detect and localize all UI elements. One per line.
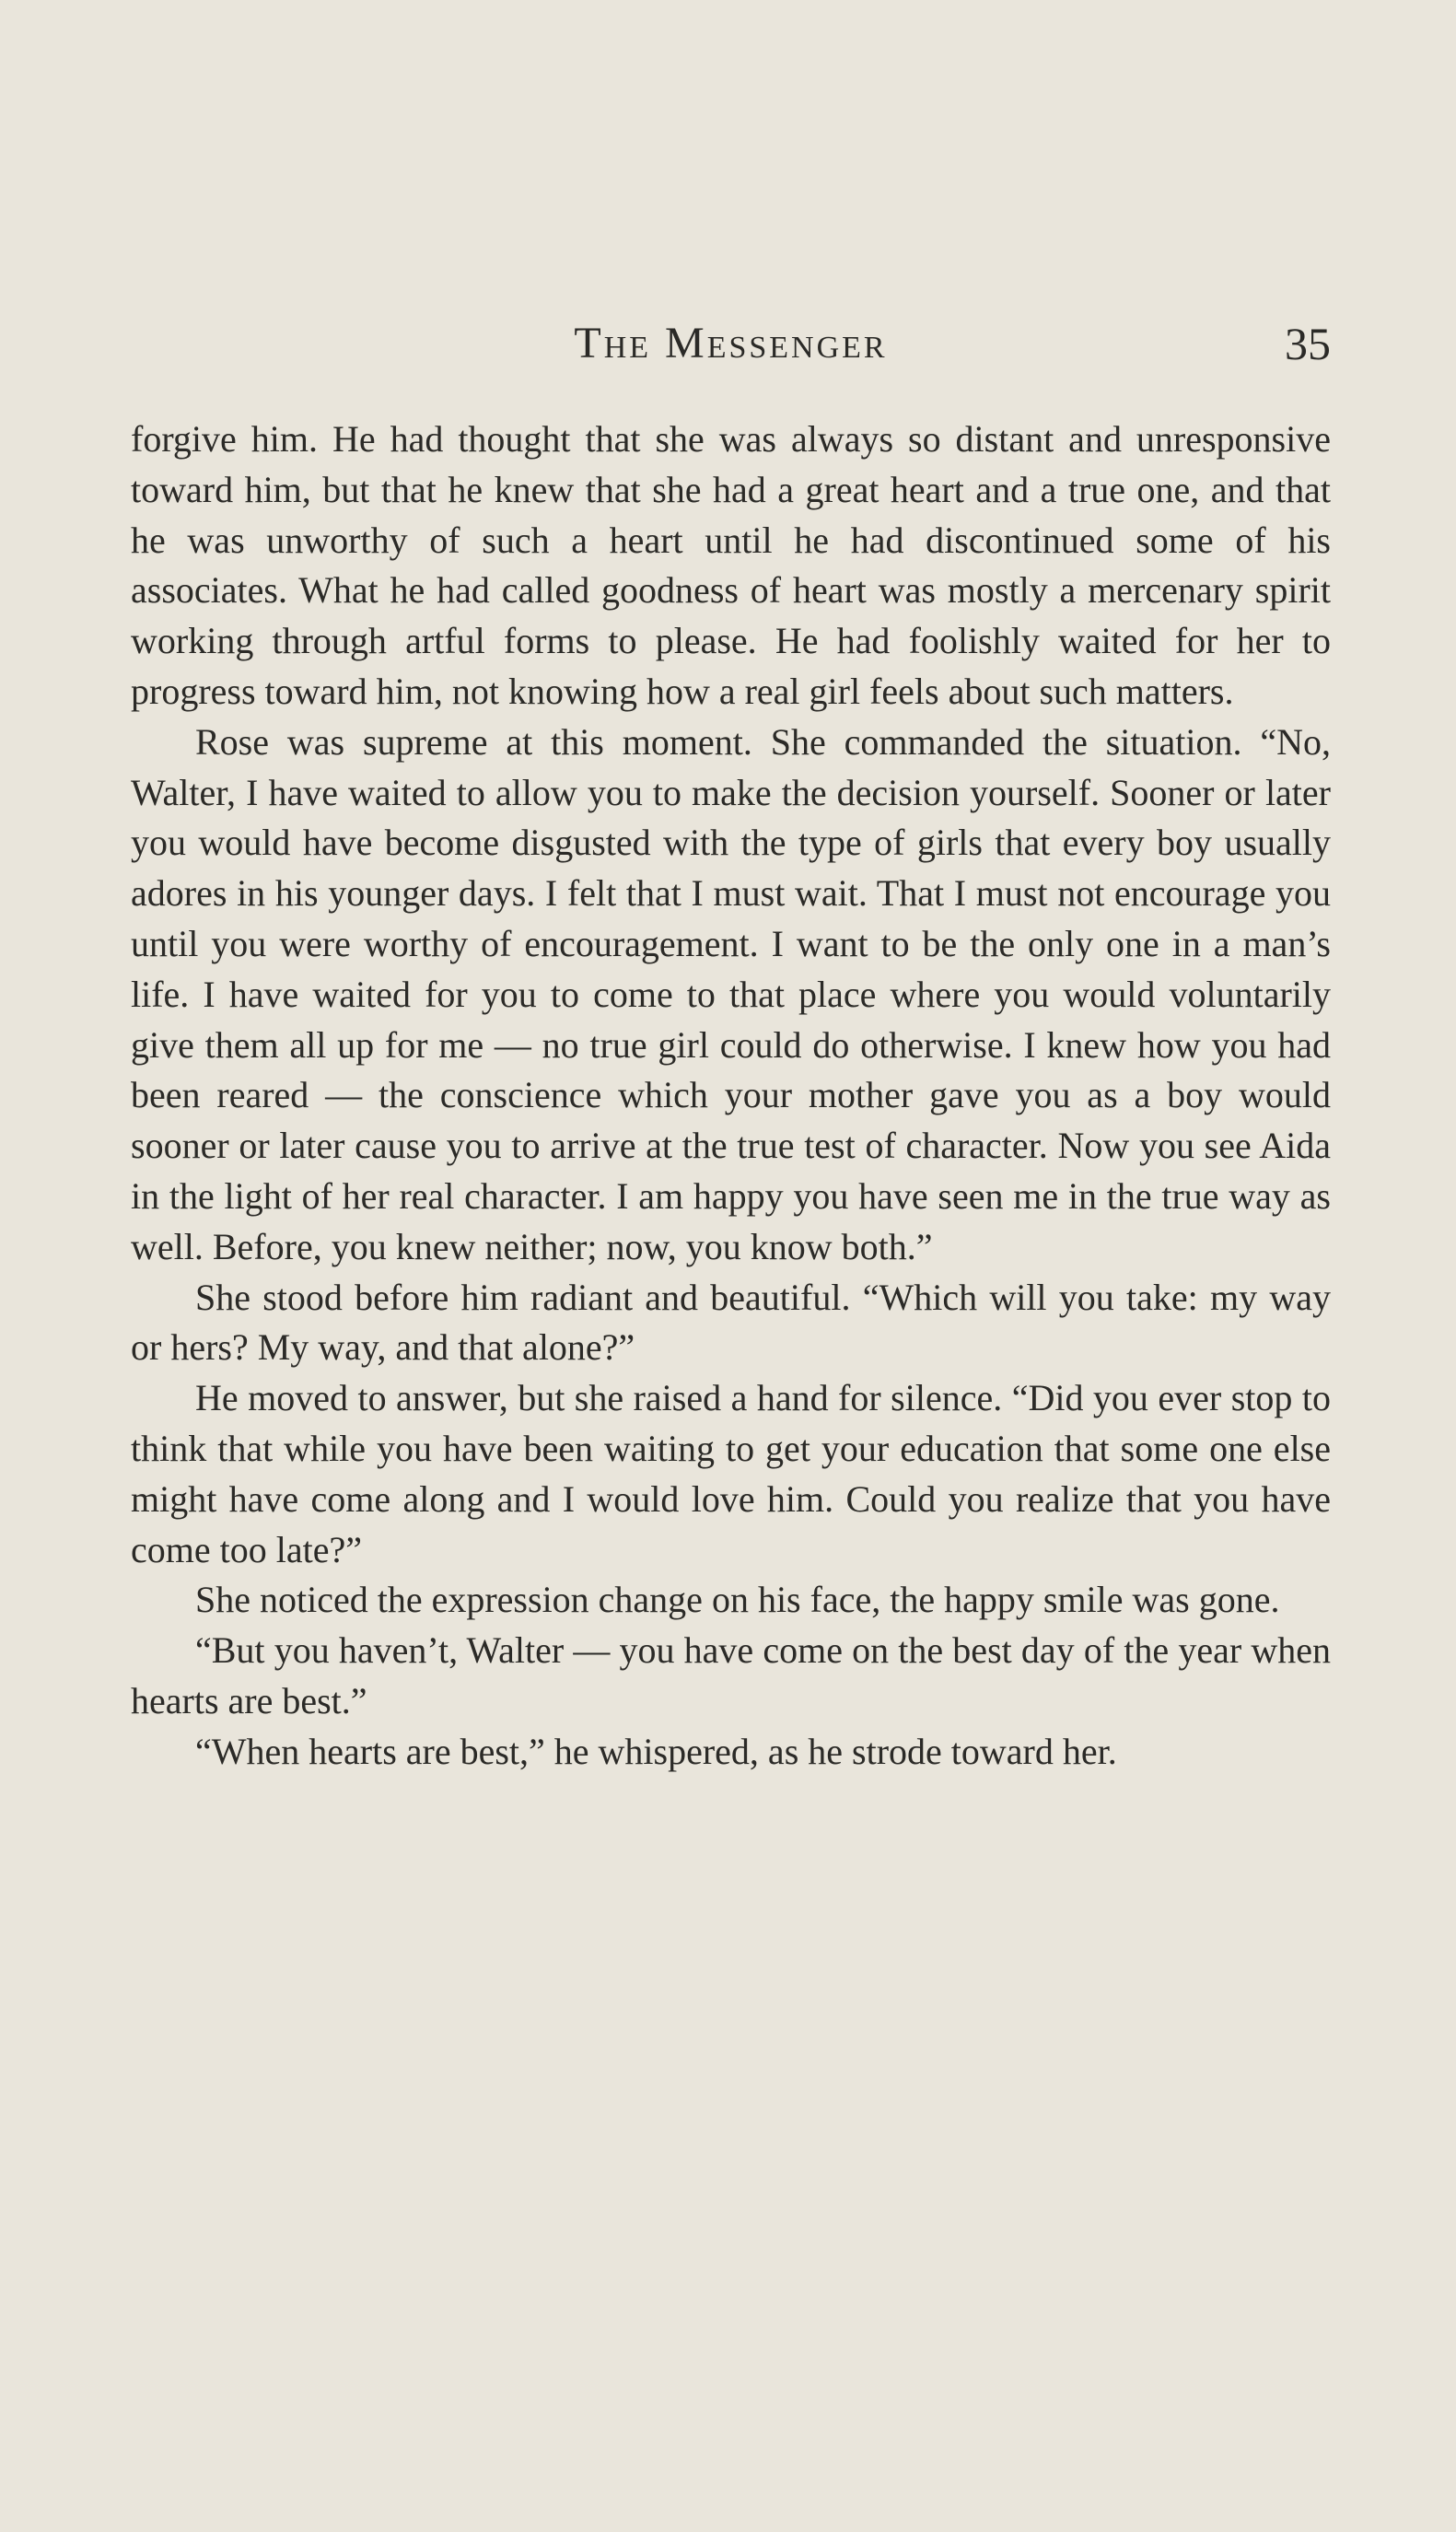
running-title: The Messenger: [574, 319, 888, 368]
paragraph: He moved to answer, but she raised a hand for silence. “Did you ever stop to think that while you have been waiting to get your education that some one else might have come along and I would love him. Could you realize that you have come too late?”: [131, 1377, 1331, 1570]
paragraph: “But you haven’t, Walter — you have come on the best day of the year when hearts are best.”: [131, 1629, 1331, 1721]
paragraph: She stood before him radiant and beautiful. “Which will you take: my way or hers? My way, and that alone?”: [131, 1276, 1331, 1369]
paragraph: “When hearts are best,” he whispered, as he strode toward her.: [195, 1730, 1117, 1772]
paragraph-continuation: forgive him. He had thought that she was always so distant and unresponsive toward him, but that he knew that she had a great heart and a true one, and that he was unworthy of such a heart until he had discontinued some of his associates. What he had called goodness of heart was mostly a mercenary spirit working through artful forms to please. He had foolishly waited for her to progress toward him, not knowing how a real girl feels about such matters.: [131, 418, 1331, 712]
paragraph: She noticed the expression change on his face, the happy smile was gone.: [195, 1579, 1280, 1621]
body-text: [131, 414, 1331, 1778]
paragraph: Rose was supreme at this moment. She commanded the situation. “No, Walter, I have waited to allow you to make the decision yourself. Sooner or later you would have become disgusted with the type of girls that every boy usually adores in his younger days. I felt that I must wait. That I must not encourage you until you were worthy of encouragement. I want to be the only one in a man’s life. I have waited for you to come to that place where you would voluntarily give them all up for me — no true girl could do otherwise. I knew how you had been reared — the conscience which your mother gave you as a boy would sooner or later cause you to arrive at the true test of character. Now you see Aida in the light of her real character. I am happy you have seen me in the true way as well. Before, you knew neither; now, you know both.”: [131, 720, 1331, 1267]
page-number: 35: [1285, 318, 1331, 369]
page-header: [131, 316, 1331, 371]
